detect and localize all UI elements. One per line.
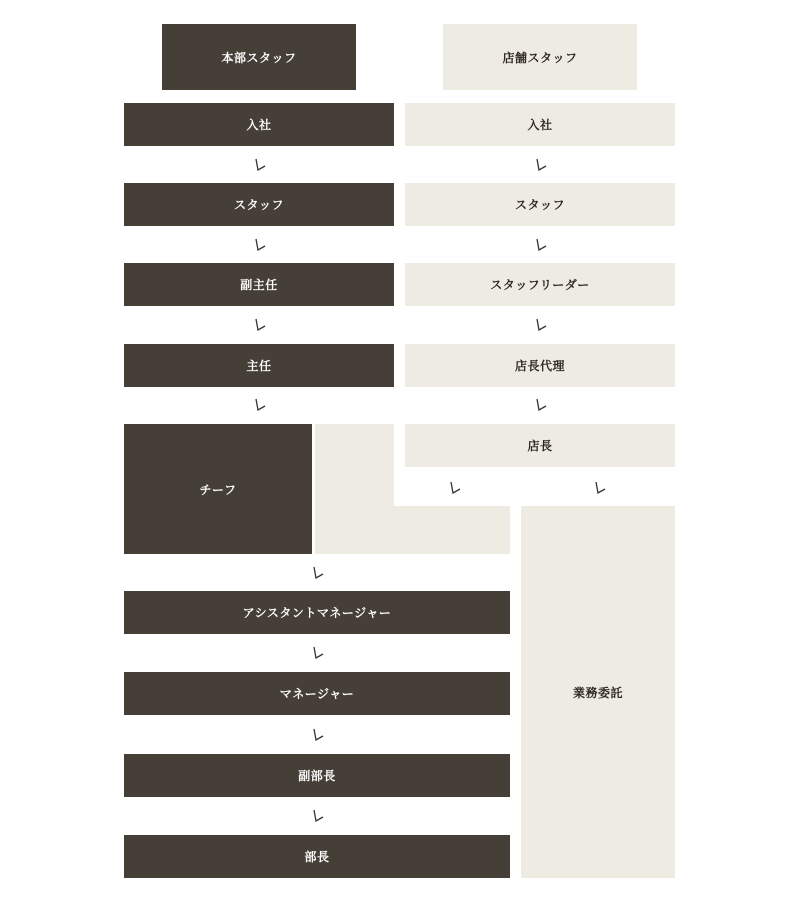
arrow-down-icon bbox=[310, 565, 326, 581]
hq-director-label: 部長 bbox=[304, 850, 330, 864]
arrow-down-icon bbox=[447, 480, 463, 496]
hq-director-box bbox=[124, 835, 510, 878]
hq-staff-box bbox=[124, 183, 394, 226]
header-store-staff bbox=[443, 24, 637, 90]
arrow-down-icon bbox=[533, 397, 549, 413]
store-staff-label: スタッフ bbox=[514, 198, 565, 212]
arrow-down-icon bbox=[252, 397, 268, 413]
hq-deputy-chief-box bbox=[124, 263, 394, 306]
store-acting-manager-box bbox=[405, 344, 675, 387]
arrow-down-icon bbox=[252, 157, 268, 173]
hq-manager-label: マネージャー bbox=[279, 687, 355, 701]
store-outsourcing-box bbox=[521, 506, 675, 878]
arrow-down-icon bbox=[592, 480, 608, 496]
hq-chief-label: 主任 bbox=[246, 359, 272, 373]
store-staff-box bbox=[405, 183, 675, 226]
hq-chief-box bbox=[124, 344, 394, 387]
arrow-down-icon bbox=[310, 645, 326, 661]
arrow-down-icon bbox=[533, 237, 549, 253]
header-hq-staff-label: 本部スタッフ bbox=[221, 50, 297, 65]
transition-block-lower bbox=[315, 506, 510, 554]
hq-chief2-box bbox=[124, 424, 312, 554]
hq-deputy-director-label: 副部長 bbox=[298, 769, 336, 783]
arrow-down-icon bbox=[533, 317, 549, 333]
arrow-down-icon bbox=[533, 157, 549, 173]
header-hq-staff bbox=[162, 24, 356, 90]
arrow-down-icon bbox=[252, 317, 268, 333]
arrow-down-icon bbox=[310, 727, 326, 743]
store-staff-leader-box bbox=[405, 263, 675, 306]
hq-deputy-chief-label: 副主任 bbox=[240, 278, 278, 292]
hq-assistant-manager-box bbox=[124, 591, 510, 634]
hq-staff-label: スタッフ bbox=[233, 198, 284, 212]
hq-manager-box bbox=[124, 672, 510, 715]
hq-deputy-director-box bbox=[124, 754, 510, 797]
store-staff-leader-label: スタッフリーダー bbox=[490, 278, 590, 292]
store-manager-box bbox=[405, 424, 675, 467]
hq-assistant-manager-label: アシスタントマネージャー bbox=[242, 606, 392, 620]
hq-join-box bbox=[124, 103, 394, 146]
hq-join-label: 入社 bbox=[246, 118, 272, 132]
store-manager-label: 店長 bbox=[527, 439, 553, 453]
arrow-down-icon bbox=[252, 237, 268, 253]
header-store-staff-label: 店舗スタッフ bbox=[502, 50, 578, 65]
hq-chief2-label: チーフ bbox=[199, 482, 237, 497]
store-join-label: 入社 bbox=[527, 118, 553, 132]
arrow-down-icon bbox=[310, 808, 326, 824]
store-acting-manager-label: 店長代理 bbox=[514, 359, 565, 373]
store-join-box bbox=[405, 103, 675, 146]
store-outsourcing-label: 業務委託 bbox=[572, 685, 623, 700]
